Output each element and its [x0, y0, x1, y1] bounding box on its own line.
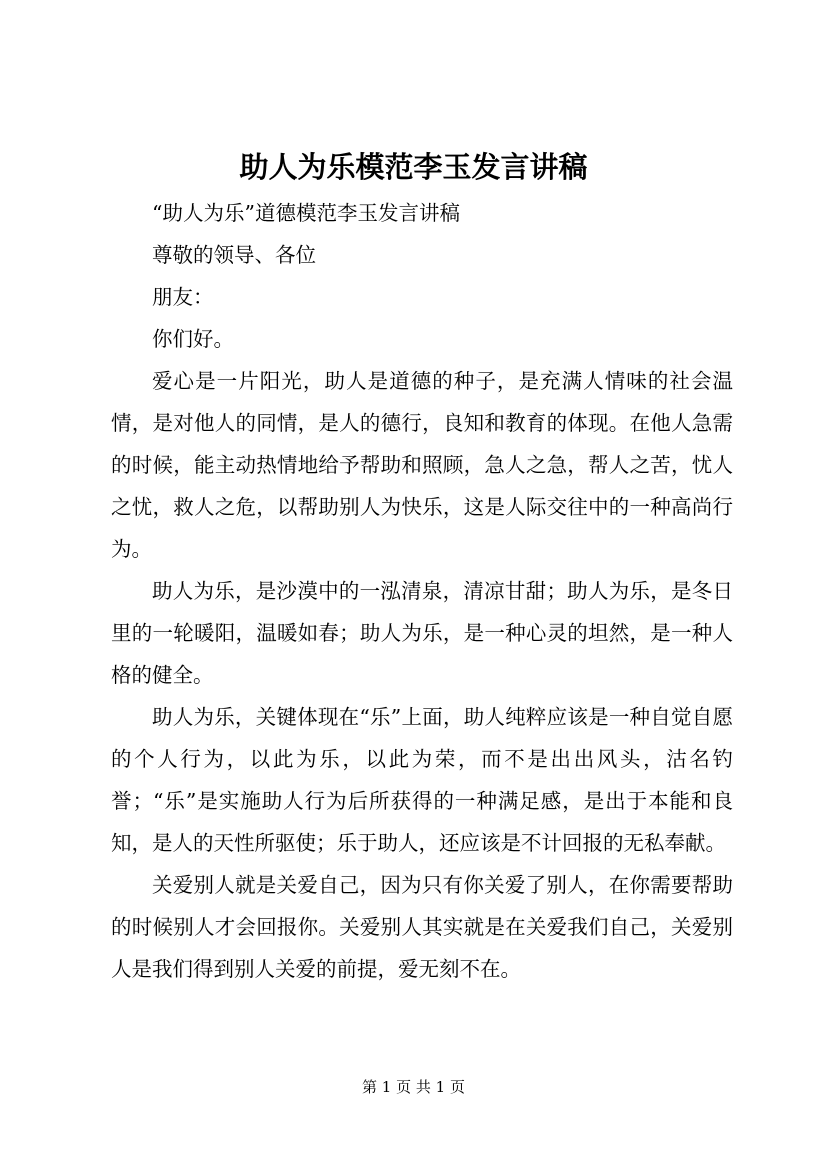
document-title: 助人为乐模范李玉发言讲稿 [239, 150, 588, 184]
body-paragraph: 关爱别人就是关爱自己，因为只有你关爱了别人，在你需要帮助的时候别人才会回报你。关爱别人其实就是在关爱我们自己，关爱别人是我们得到别人关爱的前提，爱无刻不在。 [111, 873, 733, 981]
body-paragraph: 朋友： [152, 285, 214, 309]
body-paragraph: 你们好。 [152, 327, 234, 351]
body-paragraph: 爱心是一片阳光，助人是道德的种子，是充满人情味的社会温情，是对他人的同情，是人的德行，良知和教育的体现。在他人急需的时候，能主动热情地给予帮助和照顾，急人之急，帮人之苦，忧人之忧，救人之危，以帮助别人为快乐，这是人际交往中的一种高尚行为。 [111, 369, 733, 561]
document-body [111, 192, 733, 990]
body-paragraph: 尊敬的领导、各位 [152, 243, 316, 267]
body-paragraph: 助人为乐，关键体现在“乐”上面，助人纯粹应该是一种自觉自愿的个人行为，以此为乐，以此为荣，而不是出出风头，沽名钓誉；“乐”是实施助人行为后所获得的一种满足感，是出于本能和良知，是人的天性所驱使；乐于助人，还应该是不计回报的无私奉献。 [111, 705, 733, 855]
body-paragraph: 助人为乐，是沙漠中的一泓清泉，清凉甘甜；助人为乐，是冬日里的一轮暖阳，温暖如春；助人为乐，是一种心灵的坦然，是一种人格的健全。 [111, 579, 733, 687]
body-paragraph: “助人为乐”道德模范李玉发言讲稿 [152, 201, 460, 225]
page-footer: 第 1 页 共 1 页 [362, 1078, 465, 1096]
